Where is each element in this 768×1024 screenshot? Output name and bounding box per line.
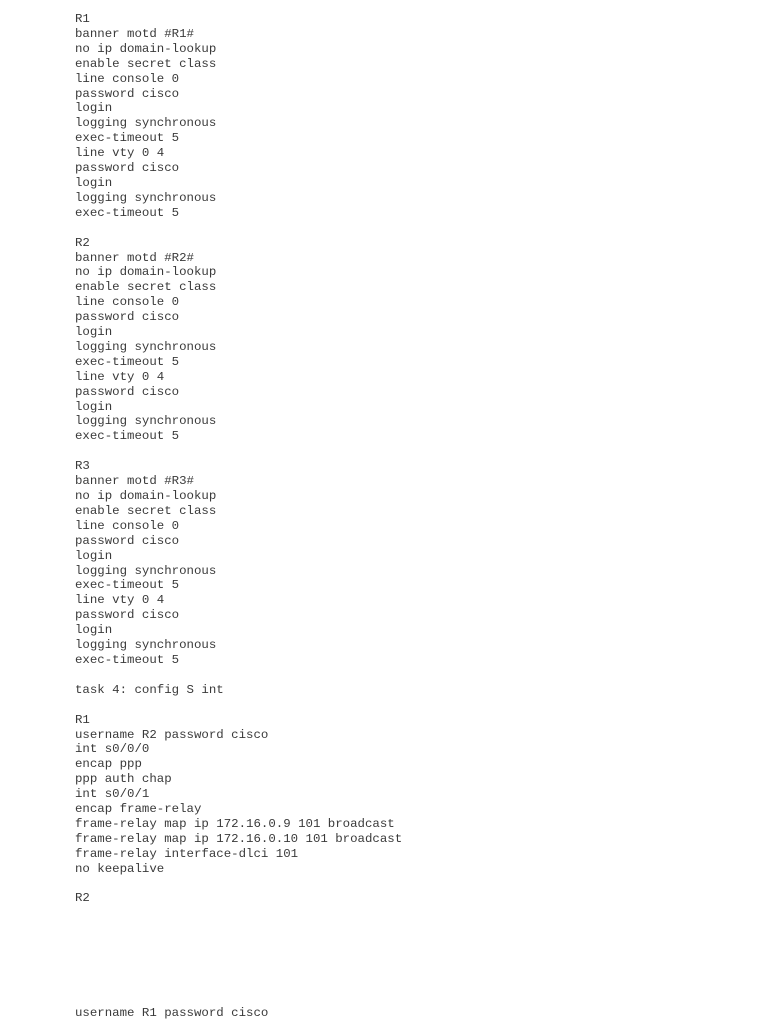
- config-text-continuation: username R1 password cisco: [75, 1006, 269, 1020]
- config-text-block: R1 banner motd #R1# no ip domain-lookup enable secret class line console 0 password cisco login logging synchronous exec-timeout 5 line vty 0 4 password cisco login logging synchronous exec-timeout 5 R2 banner motd #R2# no ip domain-lookup enable secret class line console 0 password cisco login logging synchronous exec-timeout 5 line vty 0 4 password cisco login logging synchronous exec-timeout 5 R3 banner motd #R3# no ip domain-lookup enable secret class line console 0 password cisco login logging synchronous exec-timeout 5 line vty 0 4 password cisco login logging synchronous exec-timeout 5 task 4: config S int R1 username R2 password cisco int s0/0/0 encap ppp ppp auth chap int s0/0/1 encap frame-relay frame-relay map ip 172.16.0.9 101 broadcast frame-relay map ip 172.16.0.10 101 broadcast frame-relay interface-dlci 101 no keepalive R2: [75, 12, 403, 906]
